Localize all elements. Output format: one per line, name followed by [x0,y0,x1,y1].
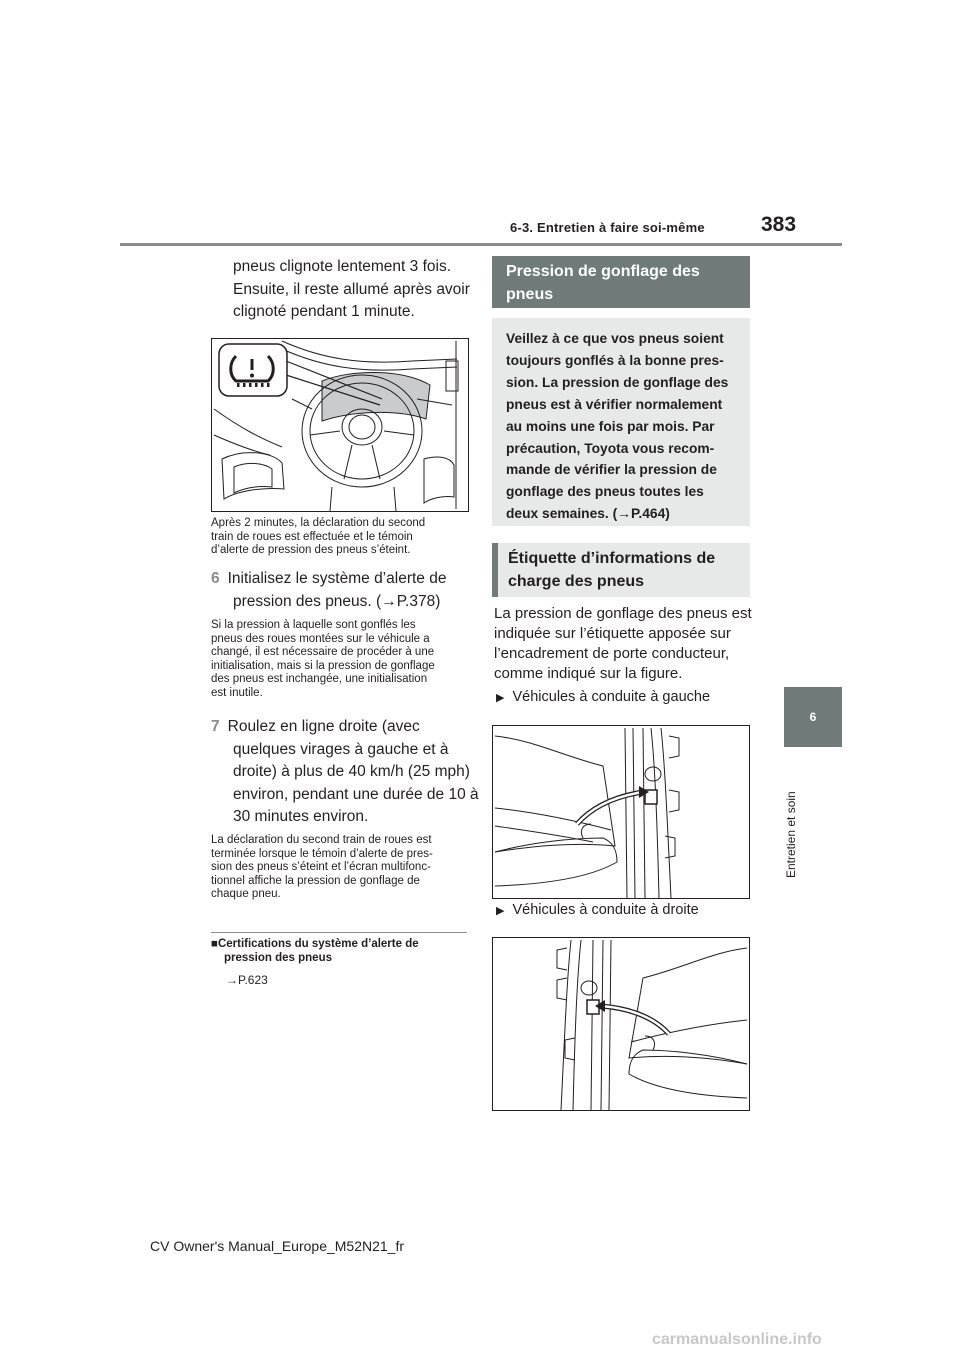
chapter-tab [784,687,842,747]
step-6: 6 Initialisez le système d’alerte de pression des pneus. (→P.378) [211,570,447,610]
rhd-door-figure [492,937,750,1111]
lhd-door-figure [492,725,750,899]
figure-caption: Après 2 minutes, la déclaration du second train de roues est effectuée et le témoin d’alerte de pression des pneus s’éteint. [211,517,426,557]
dashboard-figure [211,338,469,512]
label-section-body: La pression de gonflage des pneus est indiquée sur l’étiquette apposée sur l’encadrement de porte conducteur, comme indiqué sur la figure. [494,605,752,682]
step-6-note: Si la pression à laquelle sont gonflés les pneus des roues montées sur le véhicule a changé, il est nécessaire de procéder à une initialisation, mais si la pression de gonflage des pneus est inchangée, une initialisation est inutile. [211,619,435,699]
header-divider [120,243,842,246]
arrow-bullet-icon: ▶ [496,905,505,917]
lhd-item: ▶ Véhicules à conduite à gauche [496,689,711,705]
footer-manual-id: CV Owner's Manual_Europe_M52N21_fr [150,1238,405,1254]
certifications-reference[interactable]: →P.623 [226,973,268,987]
intro-text: pneus clignote lentement 3 fois. Ensuite, il reste allumé après avoir clignoté pendant 1 minute. [233,258,470,320]
section-divider [211,932,467,933]
page-number: 383 [761,213,797,236]
arrow-bullet-icon: ▶ [496,692,505,704]
step-6-number: 6 [211,570,220,587]
step-7-number: 7 [211,718,220,735]
certifications-heading: ■Certifications du système d’alerte de pression des pneus [211,938,419,964]
chapter-label: Entretien et soin [784,791,798,878]
chapter-number: 6 [809,710,817,724]
step-7: 7 Roulez en ligne droite (avec quelques virages à gauche et à droite) à plus de 40 km/h (25 mph) environ, pendant une durée de 10 à 30 minutes environ. [211,718,479,825]
watermark: carmanualsonline.info [652,1331,822,1348]
label-section-title: Étiquette d’informations de charge des pneus [492,543,750,597]
pressure-section-title: Pression de gonflage des pneus [492,256,750,308]
rhd-item: ▶ Véhicules à conduite à droite [496,902,699,918]
section-title: 6-3. Entretien à faire soi-même [510,220,705,235]
step-7-note: La déclaration du second train de roues est terminée lorsque le témoin d’alerte de pres- sion des pneus s’éteint et l’écran multifonc- tionnel affiche la pression de gonflage de chaque pneu. [211,834,433,901]
pressure-section-body: Veillez à ce que vos pneus soient toujours gonflés à la bonne pres- sion. La pression de gonflage des pneus est à vérifier normalement au moins une fois par mois. Par précaution, Toyota vous recom- mande de vérifier la pression de gonflage des pneus toutes les deux semaines. (→P.464) [492,318,750,526]
dashboard-illustration [212,339,468,511]
lhd-door-illustration [493,726,749,898]
rhd-door-illustration [493,938,749,1110]
